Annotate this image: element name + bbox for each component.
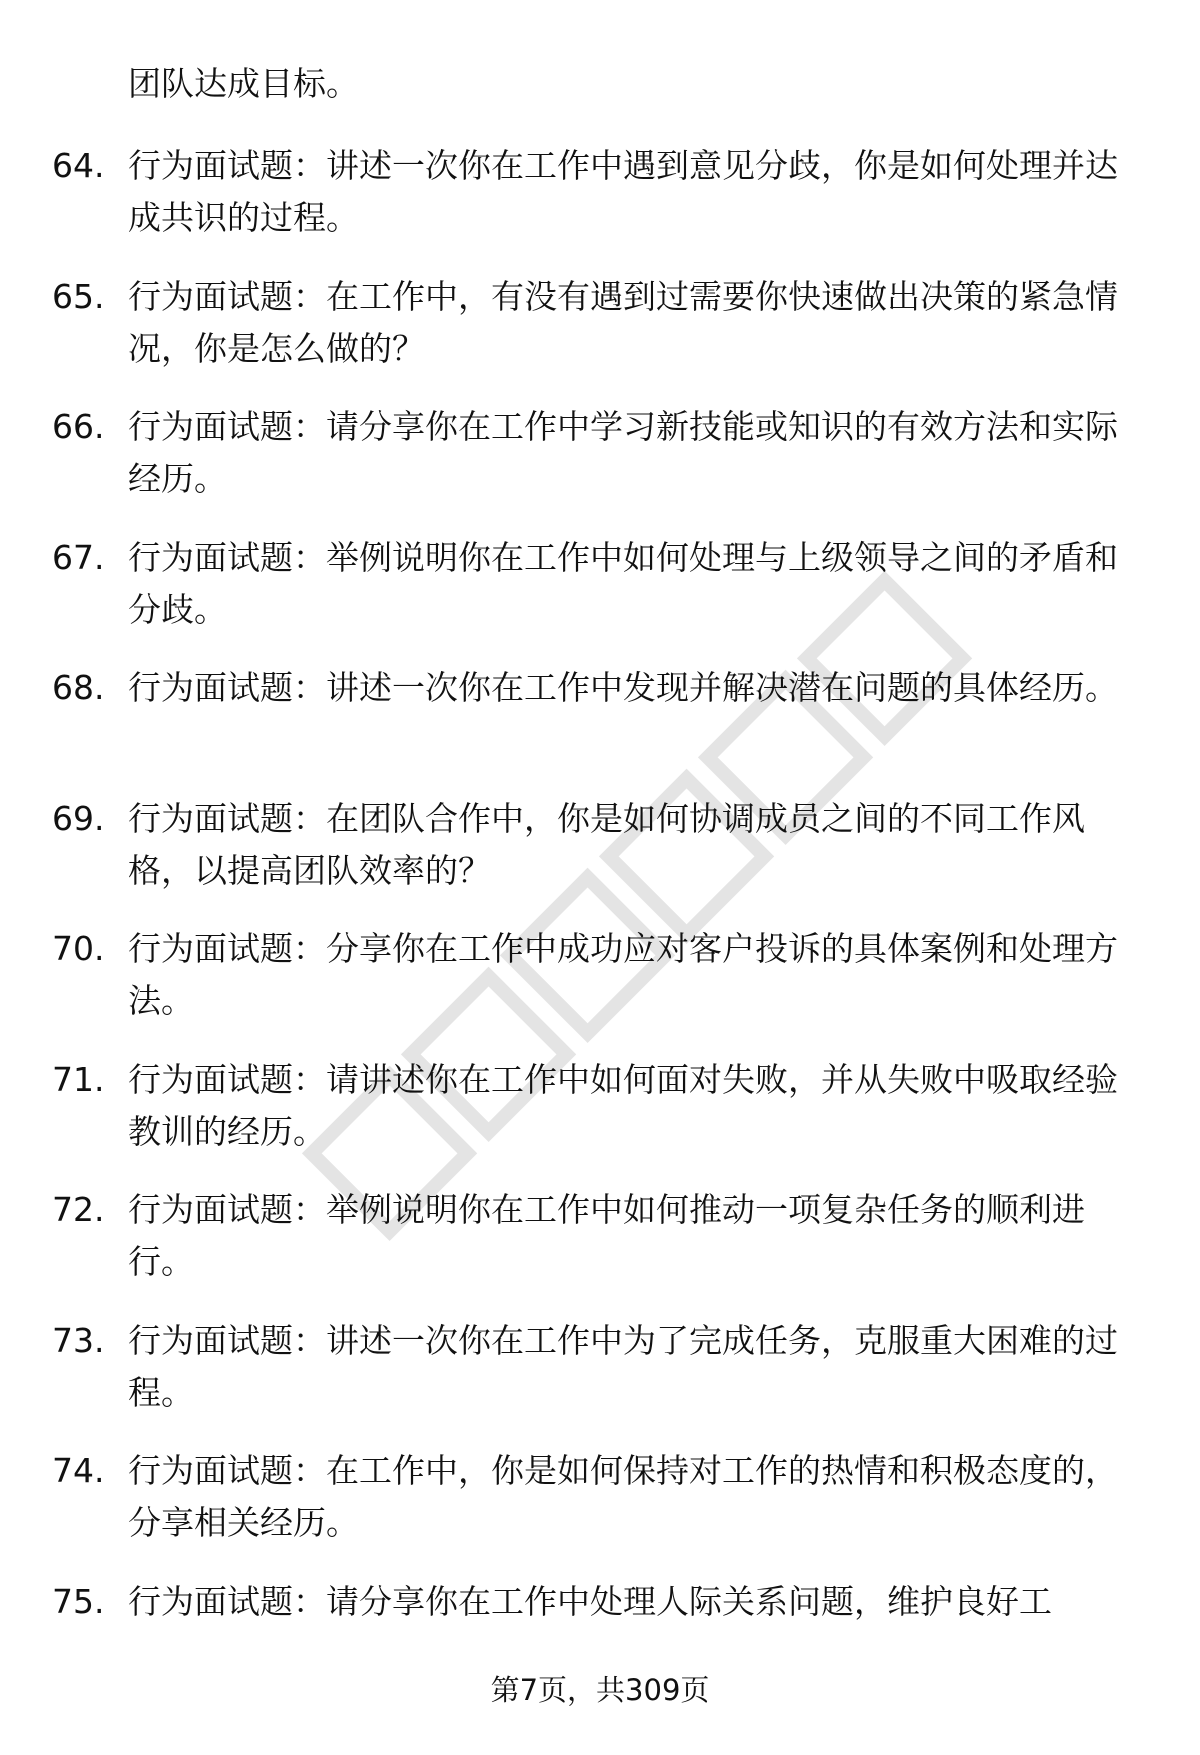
item-text: 行为面试题：请分享你在工作中学习新技能或知识的有效方法和实际经历。 [128, 407, 1118, 498]
item-number: 67. [52, 537, 105, 577]
item-text: 行为面试题：讲述一次你在工作中发现并解决潜在问题的具体经历。 [128, 668, 1118, 707]
item-text: 行为面试题：请分享你在工作中处理人际关系问题，维护良好工 [128, 1581, 1052, 1621]
list-item [0, 271, 1200, 402]
item-number: 69. [52, 798, 105, 838]
item-text: 行为面试题：讲述一次你在工作中为了完成任务，克服重大困难的过程。 [128, 1320, 1118, 1412]
list-item [0, 923, 1200, 1054]
item-number: 66. [52, 407, 105, 446]
item-number: 71. [52, 1059, 105, 1099]
list-item [0, 401, 1200, 532]
item-number: 68. [52, 668, 105, 707]
carryover-text: 团队达成目标。 [128, 64, 359, 103]
list-item [0, 793, 1200, 924]
list-item [0, 1445, 1200, 1576]
question-list [0, 140, 1200, 1706]
item-text: 行为面试题：分享你在工作中成功应对客户投诉的具体案例和处理方法。 [128, 929, 1118, 1020]
list-item [0, 662, 1200, 793]
item-text: 行为面试题：举例说明你在工作中如何处理与上级领导之间的矛盾和分歧。 [128, 537, 1118, 629]
list-item [0, 1315, 1200, 1446]
item-text: 行为面试题：举例说明你在工作中如何推动一项复杂任务的顺利进行。 [128, 1190, 1085, 1281]
list-item [0, 1054, 1200, 1185]
item-number: 65. [52, 276, 105, 316]
item-number: 72. [52, 1190, 105, 1229]
item-number: 74. [52, 1451, 105, 1490]
item-text: 行为面试题：请讲述你在工作中如何面对失败，并从失败中吸取经验教训的经历。 [128, 1059, 1118, 1151]
item-number: 64. [52, 146, 105, 185]
item-number: 75. [52, 1581, 105, 1621]
item-number: 70. [52, 929, 105, 968]
item-text: 行为面试题：讲述一次你在工作中遇到意见分歧，你是如何处理并达成共识的过程。 [128, 146, 1118, 237]
item-number: 73. [52, 1320, 105, 1360]
item-text: 行为面试题：在团队合作中，你是如何协调成员之间的不同工作风格，以提高团队效率的？ [128, 798, 1085, 890]
list-item [0, 532, 1200, 663]
list-item [0, 140, 1200, 271]
item-text: 行为面试题：在工作中，你是如何保持对工作的热情和积极态度的，分享相关经历。 [128, 1451, 1118, 1542]
item-text: 行为面试题：在工作中，有没有遇到过需要你快速做出决策的紧急情况，你是怎么做的？ [128, 276, 1118, 368]
list-item [0, 1184, 1200, 1315]
page-number-footer: 第7页，共309页 [490, 1673, 710, 1707]
